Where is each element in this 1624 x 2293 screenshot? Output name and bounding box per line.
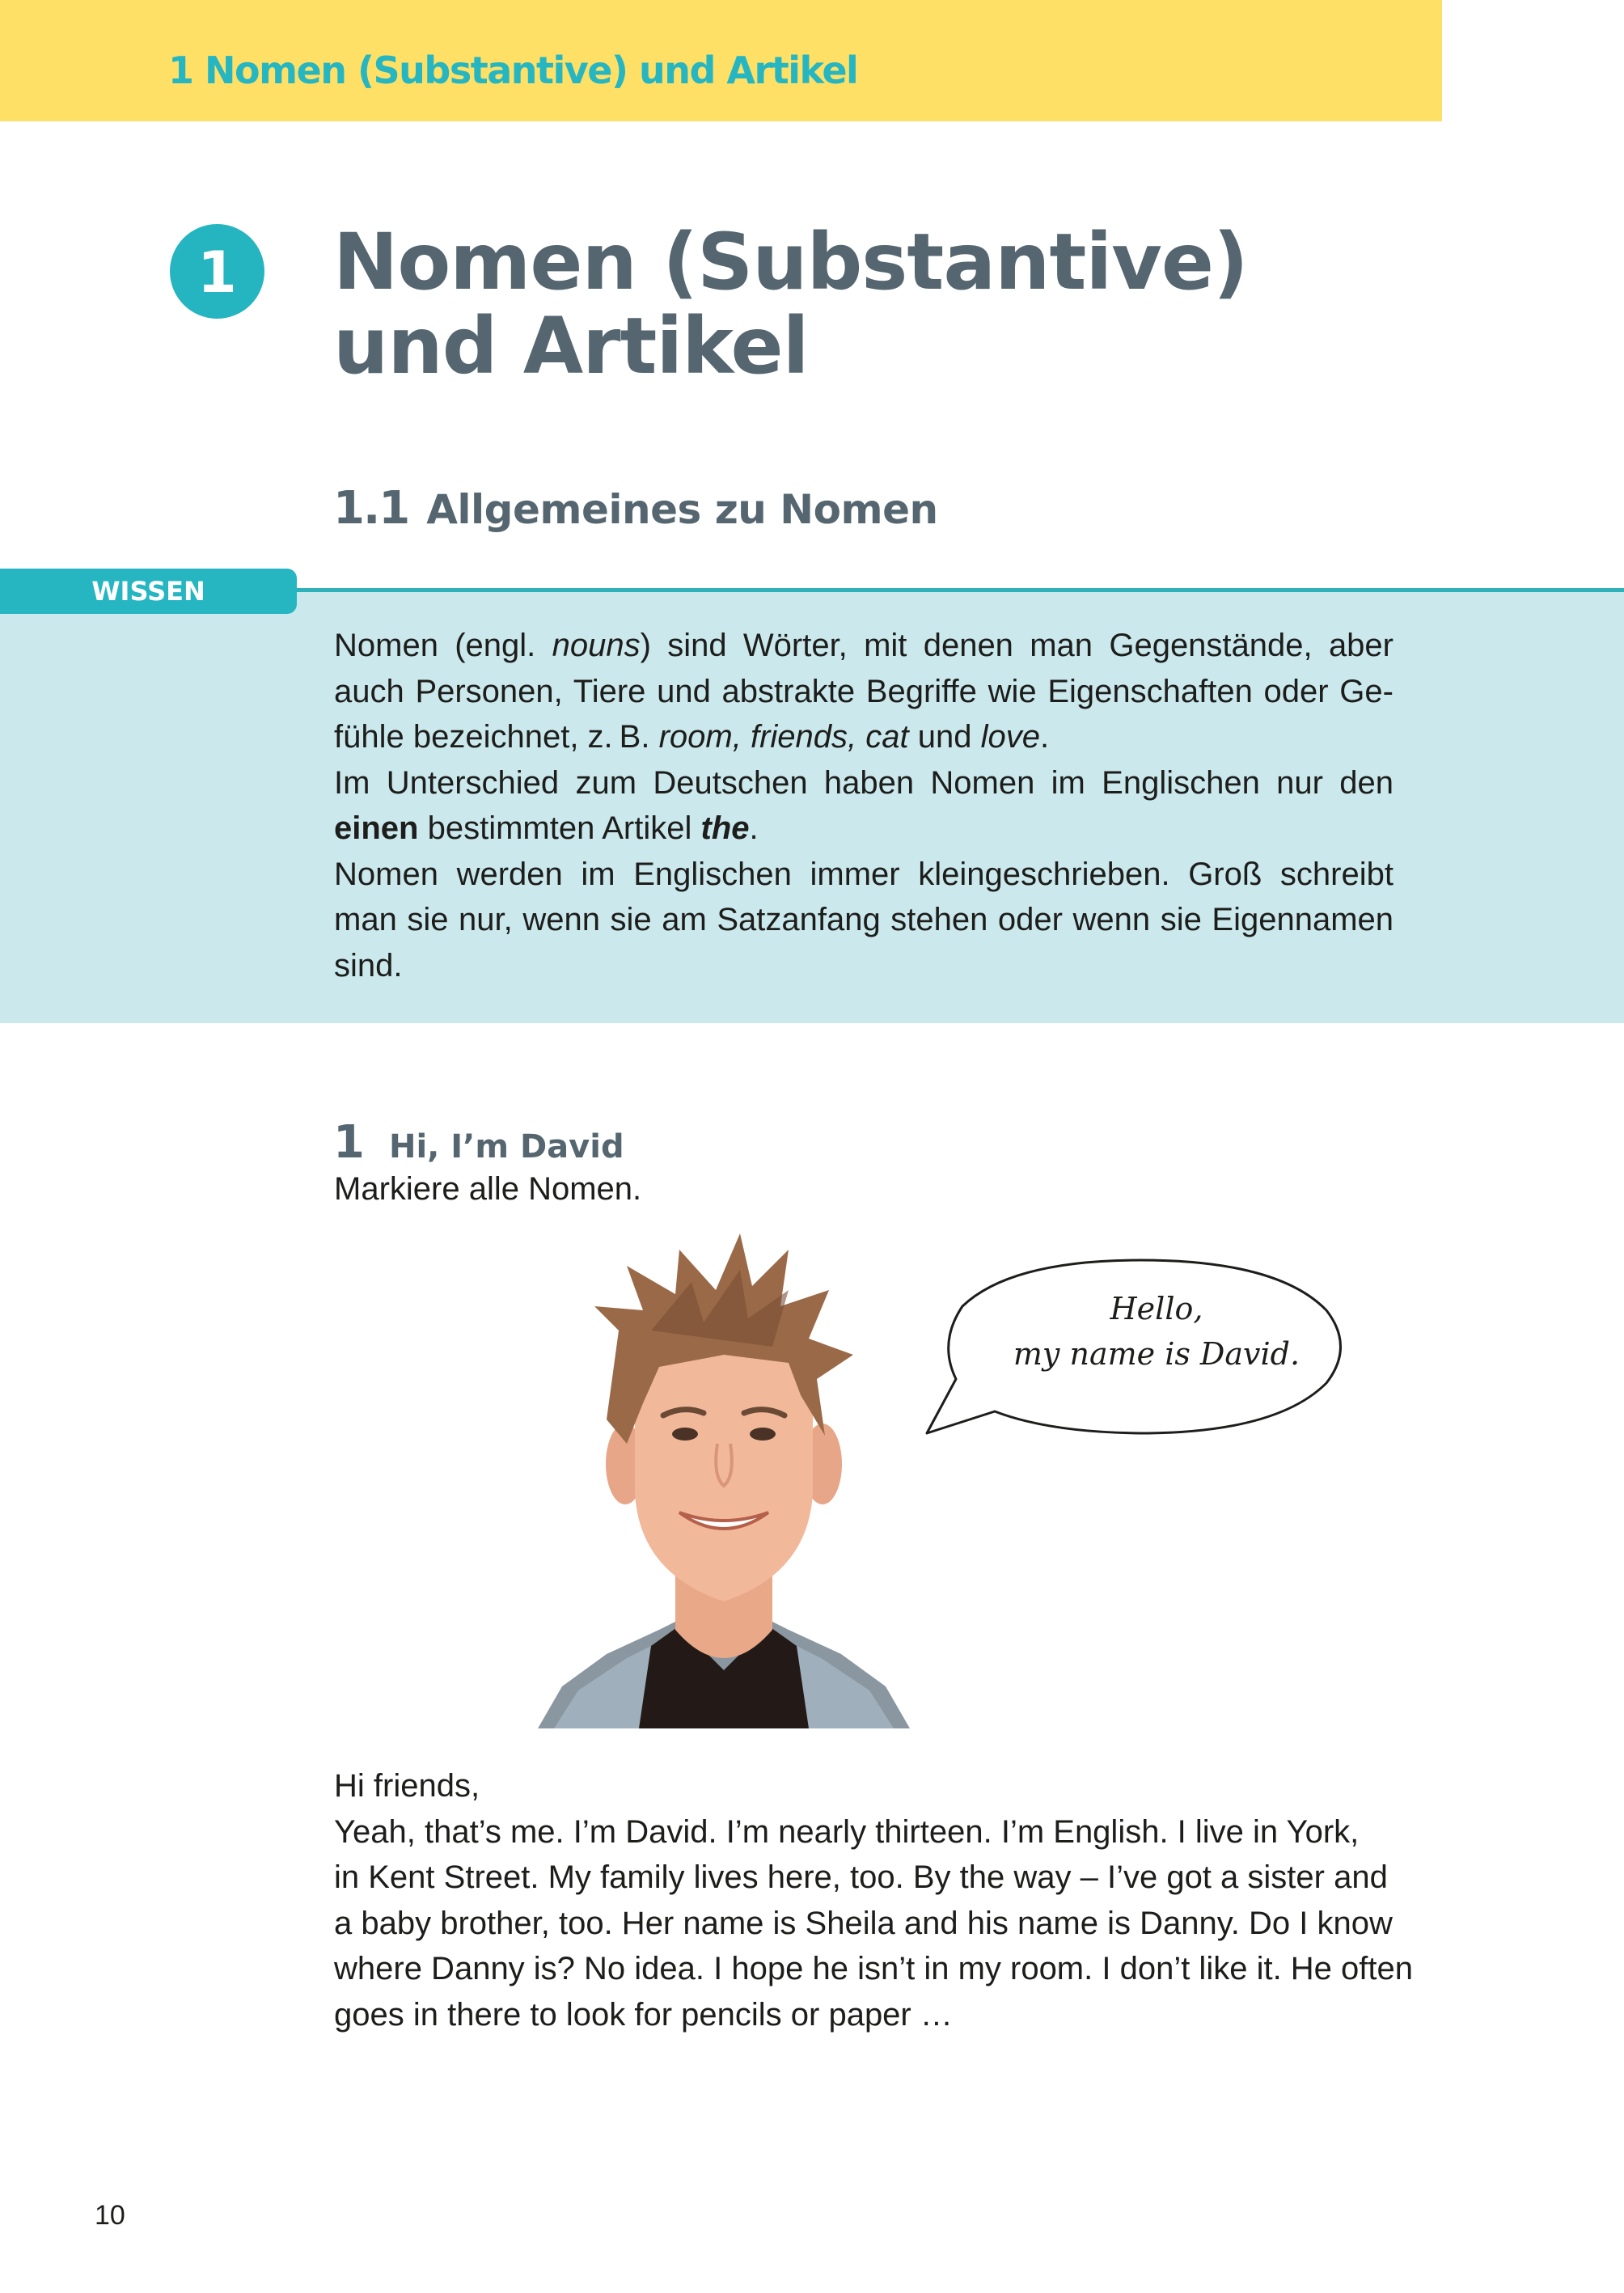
text-run: . — [1039, 719, 1050, 755]
text-run: ) sind Wörter, mit denen man Gegenstände, aber auch Personen, Tiere und abstrakte Begriffe wie Eigenschaften oder Gefühle bezeichnet, z. B. — [334, 628, 1394, 755]
page-number: 10 — [95, 2200, 125, 2231]
letter-line: in Kent Street. My family lives here, too. By the way – I’ve got a sister and — [334, 1859, 1388, 1895]
running-header — [0, 0, 1442, 121]
wissen-paragraph-2 — [334, 760, 1394, 852]
chapter-number-badge — [170, 224, 264, 319]
chapter-number: 1 — [197, 239, 237, 306]
letter-line: goes in there to look for pencils or paper … — [334, 1996, 953, 2033]
exercise-number: 1 — [333, 1116, 365, 1169]
speech-bubble-line1: Hello, — [1110, 1291, 1203, 1326]
text-run: und — [908, 719, 981, 755]
section-heading — [333, 482, 938, 535]
speech-bubble-text — [954, 1286, 1359, 1377]
wissen-paragraph-3: Nomen werden im Englischen immer kleingeschrieben. Groß schreibt man sie nur, wenn sie am Satzanfang stehen oder wenn sie Eigennamen sind. — [334, 856, 1394, 984]
chapter-title — [333, 217, 1304, 391]
example-terms: room, friends, cat — [658, 719, 909, 755]
exercise-instruction: Markiere alle Nomen. — [334, 1171, 642, 1207]
section-title: Allgemeines zu Nomen — [426, 486, 938, 533]
letter-line: a baby brother, too. Her name is Sheila and his name is Danny. Do I know — [334, 1905, 1393, 1941]
letter-line: Yeah, that’s me. I’m David. I’m nearly thirteen. I’m English. I live in York, — [334, 1813, 1360, 1850]
chapter-title-line1: Nomen (Substantive) — [333, 217, 1248, 307]
text-run: Nomen (engl. — [334, 628, 552, 663]
term-nouns: nouns — [552, 628, 641, 663]
wissen-text — [334, 623, 1394, 988]
text-run: . — [749, 810, 759, 846]
exercise-heading — [333, 1116, 624, 1169]
wissen-label: WISSEN — [91, 576, 205, 607]
david-photo — [530, 1233, 918, 1728]
running-header-title: 1 Nomen (Substantive) und Artikel — [168, 49, 858, 92]
exercise-title: Hi, I’m David — [388, 1128, 624, 1166]
wissen-paragraph-1 — [334, 623, 1394, 760]
section-number: 1.1 — [333, 482, 409, 535]
exercise-letter-text — [334, 1763, 1466, 2037]
text-run: Im Unterschied zum Deutschen haben Nomen im Englischen nur den — [334, 764, 1394, 801]
chapter-title-line2: und Artikel — [333, 301, 809, 391]
example-term-love: love — [980, 719, 1040, 755]
article-the: the — [700, 810, 750, 846]
emphasis-einen: einen — [334, 810, 419, 846]
letter-line: where Danny is? No idea. I hope he isn’t in my room. I don’t like it. He often — [334, 1951, 1414, 1986]
wissen-tab — [0, 569, 297, 614]
letter-line: Hi friends, — [334, 1768, 480, 1804]
text-run: bestimmten Artikel — [418, 810, 701, 846]
speech-bubble-line2: my name is David. — [1013, 1336, 1300, 1372]
